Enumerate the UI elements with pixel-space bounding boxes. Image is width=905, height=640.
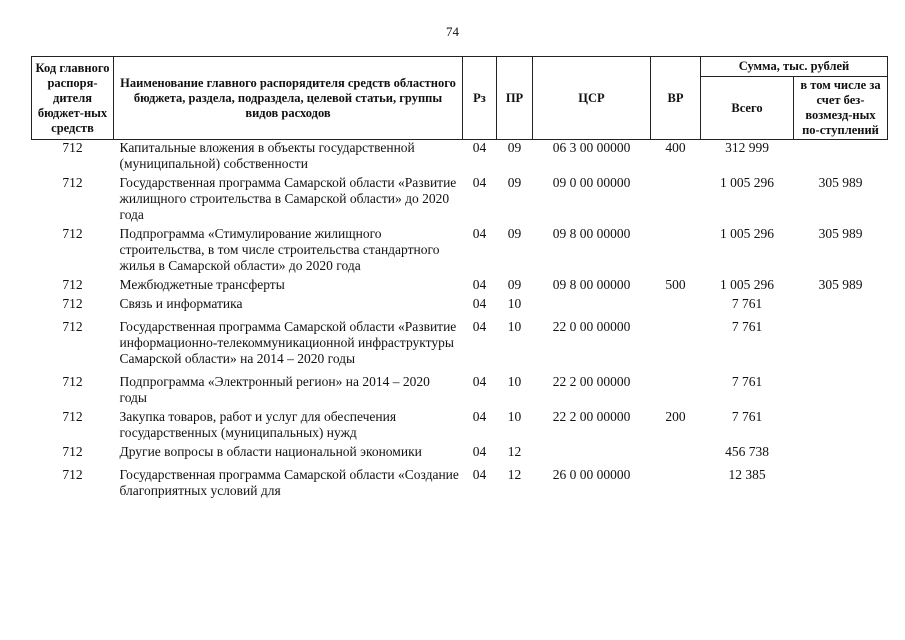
cell-rz: 04 (472, 175, 487, 190)
table-row (32, 175, 888, 226)
table-row (32, 277, 888, 296)
cell-total: 1 005 296 (720, 226, 774, 241)
header-grant: в том числе за счет без-возмезд-ных по-ступлений (794, 77, 888, 140)
cell-name: Капитальные вложения в объекты государственной (муниципальной) собственности (119, 140, 415, 171)
cell-pr: 10 (507, 296, 522, 311)
cell-csr: 09 8 00 00000 (552, 277, 631, 292)
cell-pr: 10 (507, 374, 522, 389)
table-row (32, 315, 888, 370)
cell-name: Подпрограмма «Стимулирование жилищного строительства, в том числе строительства стандартного жилья в Самарской области» до 2020 года (119, 226, 440, 273)
header-total: Всего (701, 77, 794, 140)
cell-pr: 09 (507, 226, 522, 241)
cell-name: Закупка товаров, работ и услуг для обеспечения государственных (муниципальных) нужд (119, 409, 397, 440)
cell-vr (651, 315, 701, 370)
cell-code: 712 (62, 374, 83, 389)
cell-vr (651, 296, 701, 315)
page-number: 74 (446, 24, 459, 39)
cell-vr (651, 463, 701, 502)
cell-csr (533, 296, 651, 315)
cell-csr: 22 2 00 00000 (552, 374, 631, 389)
table-row (32, 226, 888, 277)
header-rz: Рз (463, 57, 497, 140)
cell-pr: 10 (507, 319, 522, 334)
cell-grant: 305 989 (818, 175, 863, 190)
cell-pr: 09 (507, 175, 522, 190)
cell-grant (794, 296, 888, 315)
cell-code: 712 (62, 467, 83, 482)
header-name: Наименование главного распорядителя средств областного бюджета, раздела, подраздела, целевой статьи, группы видов расходов (114, 57, 463, 140)
cell-rz: 04 (472, 226, 487, 241)
budget-table (31, 56, 888, 502)
cell-grant (794, 444, 888, 463)
cell-pr: 12 (507, 444, 522, 459)
cell-total: 7 761 (731, 296, 763, 311)
header-csr: ЦСР (533, 57, 651, 140)
cell-pr: 12 (507, 467, 522, 482)
table-body (32, 140, 888, 503)
cell-csr (533, 444, 651, 463)
cell-grant (794, 315, 888, 370)
cell-csr: 22 0 00 00000 (552, 319, 631, 334)
cell-total: 7 761 (731, 409, 763, 424)
cell-pr: 09 (507, 277, 522, 292)
table-row (32, 444, 888, 463)
cell-code: 712 (62, 319, 83, 334)
header-code: Код главного распоря-дителя бюджет-ных средств (32, 57, 114, 140)
cell-total: 312 999 (725, 140, 769, 155)
cell-pr: 10 (507, 409, 522, 424)
cell-code: 712 (62, 444, 83, 459)
cell-pr: 09 (507, 140, 522, 155)
cell-rz: 04 (472, 374, 487, 389)
table-row (32, 370, 888, 409)
cell-total: 7 761 (731, 319, 763, 334)
table-row (32, 409, 888, 444)
cell-name: Государственная программа Самарской области «Создание благоприятных условий для (119, 467, 459, 498)
cell-csr: 26 0 00 00000 (552, 467, 631, 482)
cell-name: Межбюджетные трансферты (119, 277, 285, 292)
cell-code: 712 (62, 175, 83, 190)
header-pr: ПР (497, 57, 533, 140)
cell-grant (794, 370, 888, 409)
cell-total: 1 005 296 (720, 277, 774, 292)
cell-csr: 09 0 00 00000 (552, 175, 631, 190)
cell-rz: 04 (472, 319, 487, 334)
cell-rz: 04 (472, 296, 487, 311)
cell-csr: 22 2 00 00000 (552, 409, 631, 424)
cell-vr (651, 175, 701, 226)
cell-code: 712 (62, 296, 83, 311)
cell-code: 712 (62, 226, 83, 241)
cell-vr: 500 (665, 277, 686, 292)
cell-grant (794, 463, 888, 502)
cell-csr: 09 8 00 00000 (552, 226, 631, 241)
table-row (32, 296, 888, 315)
cell-total: 7 761 (731, 374, 763, 389)
cell-vr: 400 (665, 140, 686, 155)
cell-code: 712 (62, 277, 83, 292)
cell-csr: 06 3 00 00000 (552, 140, 631, 155)
cell-vr (651, 370, 701, 409)
cell-rz: 04 (472, 444, 487, 459)
cell-name: Другие вопросы в области национальной экономики (119, 444, 422, 459)
table-row (32, 463, 888, 502)
cell-vr (651, 226, 701, 277)
cell-name: Связь и информатика (119, 296, 243, 311)
cell-rz: 04 (472, 409, 487, 424)
cell-grant: 305 989 (818, 277, 863, 292)
cell-rz: 04 (472, 467, 487, 482)
cell-total: 1 005 296 (720, 175, 774, 190)
table-header (32, 57, 888, 140)
cell-total: 12 385 (728, 467, 766, 482)
table-row (32, 140, 888, 176)
cell-grant (794, 140, 888, 176)
cell-rz: 04 (472, 277, 487, 292)
cell-grant: 305 989 (818, 226, 863, 241)
header-vr: ВР (651, 57, 701, 140)
cell-name: Государственная программа Самарской области «Развитие жилищного строительства в Самарской области» до 2020 года (119, 175, 457, 222)
cell-code: 712 (62, 140, 83, 155)
cell-vr: 200 (665, 409, 686, 424)
cell-vr (651, 444, 701, 463)
cell-rz: 04 (472, 140, 487, 155)
cell-name: Государственная программа Самарской области «Развитие информационно-телекоммуникационной инфраструктуры Самарской области» на 2014 – 2020 годы (119, 319, 457, 366)
cell-code: 712 (62, 409, 83, 424)
cell-total: 456 738 (725, 444, 769, 459)
cell-name: Подпрограмма «Электронный регион» на 2014 – 2020 годы (119, 374, 430, 405)
cell-grant (794, 409, 888, 444)
header-sum: Сумма, тыс. рублей (701, 57, 888, 77)
